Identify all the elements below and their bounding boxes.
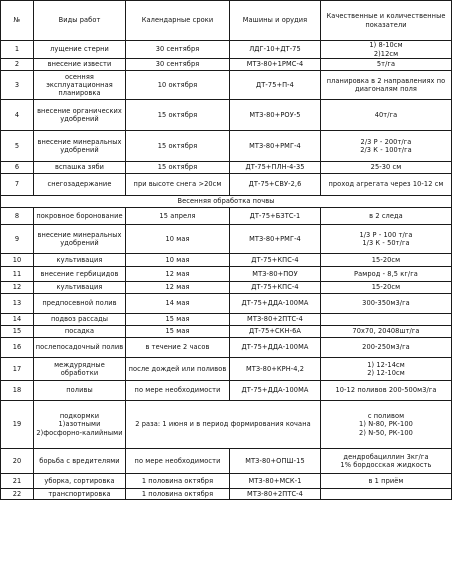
cell-work-type: внесение органических удобрений [34, 100, 126, 131]
table-row [1, 59, 452, 71]
table-header-row [1, 1, 452, 41]
cell-indicators: Рамрод - 8,5 кг/га [321, 267, 452, 282]
cell-work-type: борьба с вредителями [34, 449, 126, 474]
cell-machinery: ЛДГ-10+ДТ-75 [230, 41, 321, 59]
cell-period: 1 половина октября [126, 474, 230, 489]
cell-work-type: уборка, сортировка [34, 474, 126, 489]
cell-machinery: ДТ-75+П-4 [230, 71, 321, 100]
cell-indicators: 1) 8-10см 2)12см [321, 41, 452, 59]
header-machinery: Машины и орудия [230, 1, 321, 41]
cell-indicators: проход агрегата через 10-12 см [321, 174, 452, 196]
cell-period-merged: 2 раза: 1 июня и в период формирования кочана [126, 401, 321, 449]
cell-work-type: междурядные обработки [34, 358, 126, 381]
cell-machinery: МТЗ-80+ОПШ-15 [230, 449, 321, 474]
cell-indicators: планировка в 2 направлениях по диагоналям поля [321, 71, 452, 100]
cell-number: 6 [1, 162, 34, 174]
table-row [1, 100, 452, 131]
cell-number: 2 [1, 59, 34, 71]
cell-work-type: посадка [34, 326, 126, 338]
cell-period: 15 октября [126, 100, 230, 131]
cell-machinery: ДТ-75+ДДА-100МА [230, 294, 321, 314]
cell-period: 14 мая [126, 294, 230, 314]
cell-work-type: внесение минеральных удобрений [34, 225, 126, 254]
cell-number: 1 [1, 41, 34, 59]
header-indicators: Качественные и количественные показатели [321, 1, 452, 41]
table-row [1, 326, 452, 338]
cell-work-type: культивация [34, 282, 126, 294]
cell-machinery: МТЗ-80+1РМС-4 [230, 59, 321, 71]
cell-number: 15 [1, 326, 34, 338]
cell-work-type: снегозадержание [34, 174, 126, 196]
cell-machinery: МТЗ-80+2ПТС-4 [230, 489, 321, 500]
cell-period: по мере необходимости [126, 381, 230, 401]
cell-machinery: ДТ-75+СКН-6А [230, 326, 321, 338]
cell-machinery: МТЗ-80+МСК-1 [230, 474, 321, 489]
cell-work-type: внесение гербицидов [34, 267, 126, 282]
cell-number: 8 [1, 208, 34, 225]
cell-number: 19 [1, 401, 34, 449]
table-row [1, 338, 452, 358]
cell-number: 9 [1, 225, 34, 254]
header-number: № [1, 1, 34, 41]
cell-machinery: МТЗ-80+КРН-4,2 [230, 358, 321, 381]
cell-number: 7 [1, 174, 34, 196]
cell-indicators: 15-20см [321, 254, 452, 267]
cell-number: 18 [1, 381, 34, 401]
section-title: Весенняя обработка почвы [1, 196, 452, 208]
table-row [1, 254, 452, 267]
cell-number: 11 [1, 267, 34, 282]
table-row [1, 314, 452, 326]
cell-indicators: 1/3 Р - 100 т/га 1/3 К - 50т/га [321, 225, 452, 254]
cell-machinery: ДТ-75+ДДА-100МА [230, 338, 321, 358]
cell-period: 15 мая [126, 326, 230, 338]
cell-number: 12 [1, 282, 34, 294]
cell-indicators: в 2 следа [321, 208, 452, 225]
table-row [1, 358, 452, 381]
cell-number: 5 [1, 131, 34, 162]
cell-period: 12 мая [126, 282, 230, 294]
cell-machinery: МТЗ-80+ПОУ [230, 267, 321, 282]
cell-work-type: лущение стерни [34, 41, 126, 59]
cell-indicators: 200-250м3/га [321, 338, 452, 358]
table-row [1, 162, 452, 174]
table-row [1, 381, 452, 401]
table-row [1, 401, 452, 449]
cell-work-type: подвоз рассады [34, 314, 126, 326]
cell-machinery: МТЗ-80+РМГ-4 [230, 225, 321, 254]
cell-number: 22 [1, 489, 34, 500]
cell-indicators: 300-350м3/га [321, 294, 452, 314]
cell-indicators: дендробациллин 3кг/га 1% бордосская жидкость [321, 449, 452, 474]
cell-period: 1 половина октября [126, 489, 230, 500]
table-row [1, 267, 452, 282]
table-row [1, 174, 452, 196]
cell-period: 12 мая [126, 267, 230, 282]
cell-period: 10 мая [126, 225, 230, 254]
table-row [1, 225, 452, 254]
cell-work-type: внесение минеральных удобрений [34, 131, 126, 162]
cell-work-type: осенняя эксплуатационная планировка [34, 71, 126, 100]
cell-indicators: 25-30 см [321, 162, 452, 174]
cell-number: 20 [1, 449, 34, 474]
cell-work-type: послепосадочный полив [34, 338, 126, 358]
table-row [1, 294, 452, 314]
cell-number: 10 [1, 254, 34, 267]
cell-period: 15 мая [126, 314, 230, 326]
cell-work-type: культивация [34, 254, 126, 267]
cell-work-type: покровное боронование [34, 208, 126, 225]
cell-indicators [321, 314, 452, 326]
cell-machinery: ДТ-75+СВУ-2,6 [230, 174, 321, 196]
cell-indicators: 2/3 Р - 200т/га 2/3 К - 100т/га [321, 131, 452, 162]
cell-indicators: 5т/га [321, 59, 452, 71]
cell-number: 13 [1, 294, 34, 314]
table-row [1, 474, 452, 489]
cell-period: после дождей или поливов [126, 358, 230, 381]
table-row [1, 41, 452, 59]
cell-indicators: 70х70, 20408шт/га [321, 326, 452, 338]
cell-period: при высоте снега >20см [126, 174, 230, 196]
cell-period: 10 мая [126, 254, 230, 267]
cell-period: 10 октября [126, 71, 230, 100]
header-period: Календарные сроки [126, 1, 230, 41]
cell-machinery: ДТ-75+ДДА-100МА [230, 381, 321, 401]
cell-machinery: ДТ-75+КПС-4 [230, 282, 321, 294]
table-row [1, 489, 452, 500]
cell-number: 21 [1, 474, 34, 489]
cell-number: 4 [1, 100, 34, 131]
cell-machinery: ДТ-75+ПЛН-4-35 [230, 162, 321, 174]
cell-period: 30 сентября [126, 59, 230, 71]
cell-machinery: МТЗ-80+2ПТС-4 [230, 314, 321, 326]
table-row [1, 71, 452, 100]
header-work-type: Виды работ [34, 1, 126, 41]
cell-machinery: МТЗ-80+РМГ-4 [230, 131, 321, 162]
cell-work-type: транспортировка [34, 489, 126, 500]
cell-period: 30 сентября [126, 41, 230, 59]
cell-period: по мере необходимости [126, 449, 230, 474]
cell-work-type: поливы [34, 381, 126, 401]
section-row [1, 196, 452, 208]
cell-machinery: МТЗ-80+РОУ-5 [230, 100, 321, 131]
cell-indicators [321, 489, 452, 500]
cell-number: 14 [1, 314, 34, 326]
cell-machinery: ДТ-75+БЗТС-1 [230, 208, 321, 225]
cell-work-type: предпосевной полив [34, 294, 126, 314]
cell-period: 15 октября [126, 162, 230, 174]
cell-indicators: в 1 приём [321, 474, 452, 489]
cell-number: 3 [1, 71, 34, 100]
table-body [1, 1, 452, 500]
cell-indicators: 15-20см [321, 282, 452, 294]
cell-period: 15 апреля [126, 208, 230, 225]
cell-indicators: 10-12 поливов 200-500м3/га [321, 381, 452, 401]
cell-period: в течение 2 часов [126, 338, 230, 358]
cell-indicators: 40т/га [321, 100, 452, 131]
cell-number: 17 [1, 358, 34, 381]
table-row [1, 131, 452, 162]
cell-work-type: внесение извести [34, 59, 126, 71]
cell-period: 15 октября [126, 131, 230, 162]
table-row [1, 282, 452, 294]
table-row [1, 449, 452, 474]
cell-work-type: подкормки 1)азотными 2)фосфорно-калийными [34, 401, 126, 449]
cell-work-type: вспашка зяби [34, 162, 126, 174]
cell-indicators: 1) 12-14см 2) 12-10см [321, 358, 452, 381]
cell-indicators: с поливом 1) N-80, РК-100 2) N-50, РК-100 [321, 401, 452, 449]
cell-machinery: ДТ-75+КПС-4 [230, 254, 321, 267]
table-row [1, 208, 452, 225]
cell-number: 16 [1, 338, 34, 358]
